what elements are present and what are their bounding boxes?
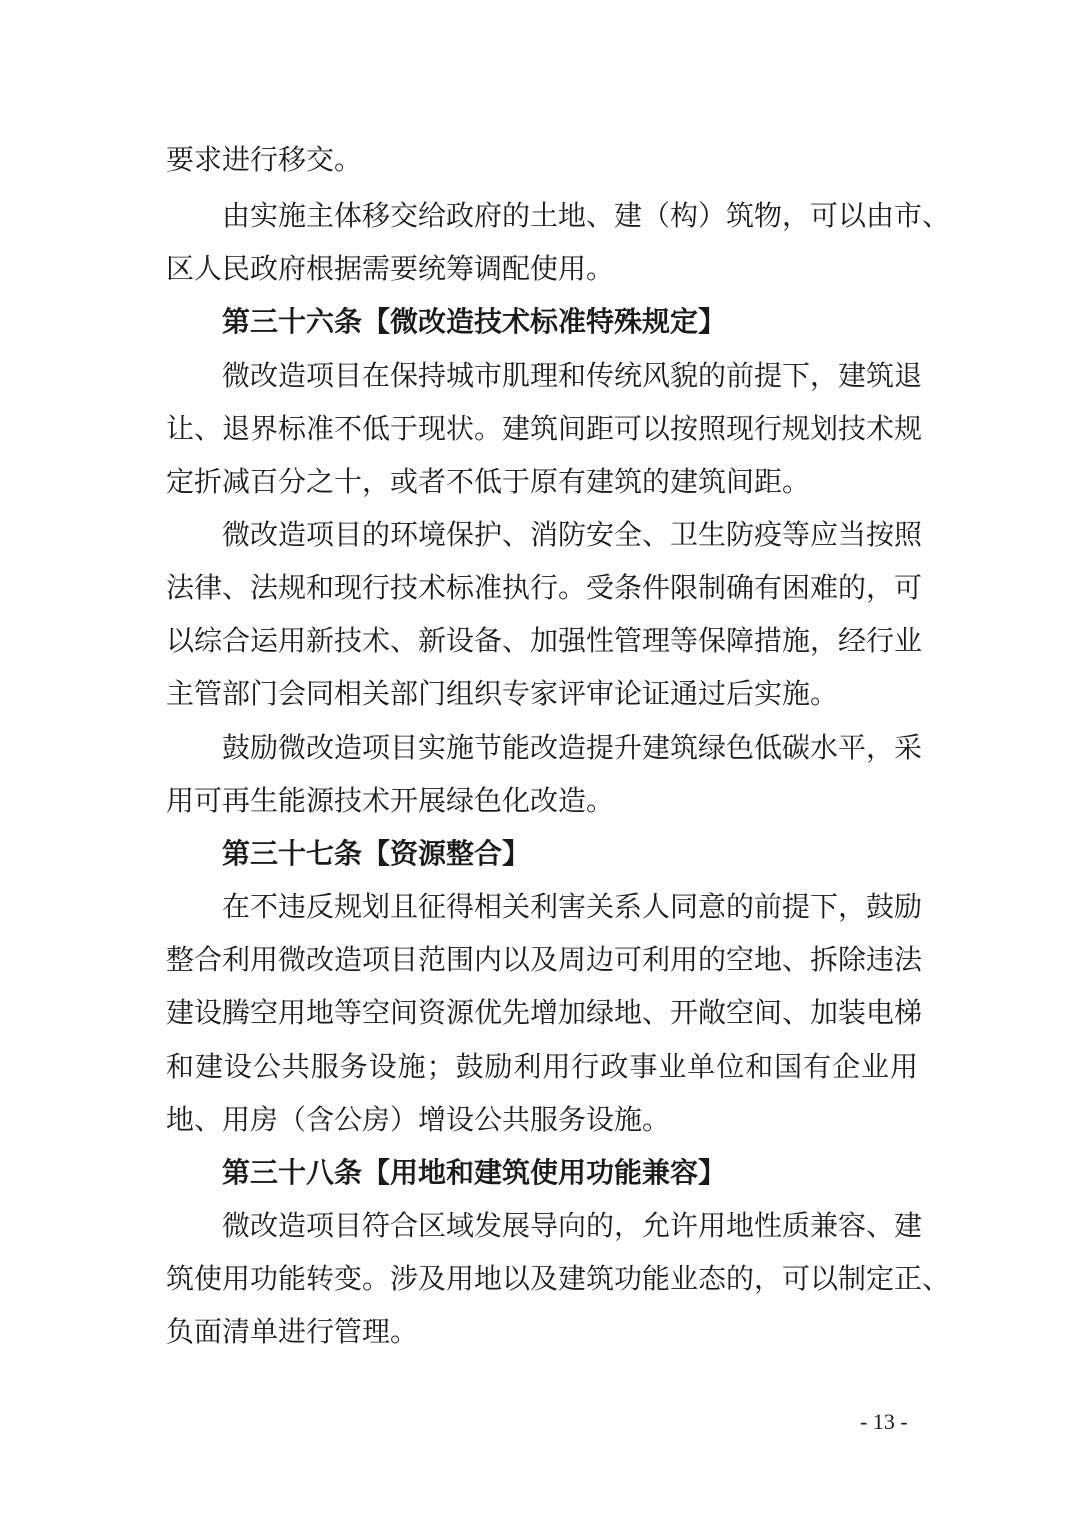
paragraph-line: 微改造项目在保持城市肌理和传统风貌的前提下，建筑退 (222, 359, 923, 392)
paragraph-line: 让、退界标准不低于现状。建筑间距可以按照现行规划技术规 (166, 412, 923, 445)
paragraph-line: 建设腾空用地等空间资源优先增加绿地、开敞空间、加装电梯 (166, 996, 923, 1029)
paragraph-line: 微改造项目的环境保护、消防安全、卫生防疫等应当按照 (222, 518, 923, 551)
paragraph-line: 要求进行移交。 (166, 143, 363, 176)
paragraph-line: 区人民政府根据需要统筹调配使用。 (166, 252, 615, 285)
paragraph-line: 用可再生能源技术开展绿色化改造。 (166, 784, 615, 817)
paragraph-line: 由实施主体移交给政府的土地、建（构）筑物，可以由市、 (222, 199, 951, 232)
article-heading-36: 第三十六条【微改造技术标准特殊规定】 (222, 305, 727, 338)
paragraph-line: 主管部门会同相关部门组织专家评审论证通过后实施。 (166, 677, 839, 710)
paragraph-line: 和建设公共服务设施；鼓励利用行政事业单位和国有企业用 (166, 1050, 918, 1083)
paragraph-line: 在不违反规划且征得相关利害关系人同意的前提下，鼓励 (222, 890, 923, 923)
article-heading-37: 第三十七条【资源整合】 (222, 837, 531, 870)
paragraph-line: 负面清单进行管理。 (166, 1315, 419, 1348)
paragraph-line: 鼓励微改造项目实施节能改造提升建筑绿色低碳水平，采 (222, 731, 923, 764)
paragraph-line: 地、用房（含公房）增设公共服务设施。 (166, 1103, 671, 1136)
paragraph-line: 整合利用微改造项目范围内以及周边可利用的空地、拆除违法 (166, 943, 923, 976)
paragraph-line: 定折减百分之十，或者不低于原有建筑的建筑间距。 (166, 465, 811, 498)
page-number: - 13 - (860, 1409, 908, 1434)
article-heading-38: 第三十八条【用地和建筑使用功能兼容】 (222, 1156, 727, 1189)
paragraph-line: 法律、法规和现行技术标准执行。受条件限制确有困难的，可 (166, 571, 923, 604)
paragraph-line: 筑使用功能转变。涉及用地以及建筑功能业态的，可以制定正、 (166, 1262, 951, 1295)
paragraph-line: 微改造项目符合区域发展导向的，允许用地性质兼容、建 (222, 1209, 923, 1242)
paragraph-line: 以综合运用新技术、新设备、加强性管理等保障措施，经行业 (166, 624, 923, 657)
